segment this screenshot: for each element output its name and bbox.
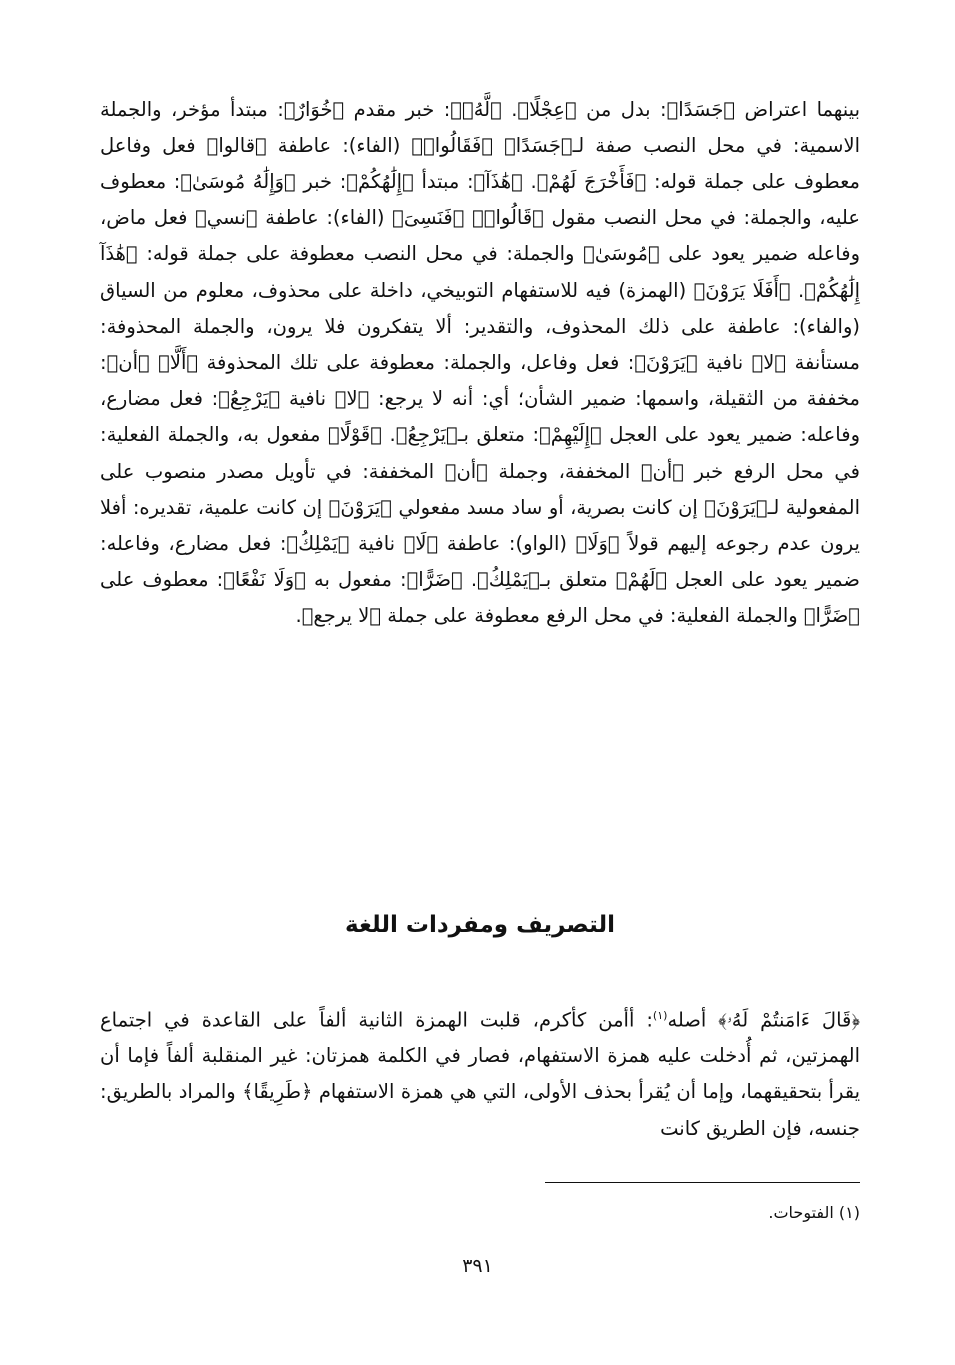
vocabulary-paragraph [100,998,860,1147]
paragraph-lead: ﴿قَالَ ءَامَنتُمْ لَهُۥ﴾ أصله [667,1008,860,1031]
page-number: ٣٩١ [462,1255,493,1277]
grammar-paragraph: بينهما اعتراض ﴿جَسَدًا﴾: بدل من ﴿عِجْلًا﴾. ﴿لَّهُۥ﴾: خبر مقدم ﴿خُوَارٌ﴾: مبتدأ مؤخر، والجملة الاسمية: في محل النصب صفة لـ﴿جَسَدًا﴾ ﴿فَقَالُوا۟﴾ (الفاء): عاطفة ﴿قالوا﴾ فعل وفاعل معطوف على جملة قوله: ﴿فَأَخْرَجَ لَهُمْ﴾. ﴿هَٰذَآ﴾: مبتدأ ﴿إِلَٰهُكُمْ﴾: خبر ﴿وَإِلَٰهُ مُوسَىٰ﴾: معطوف عليه، والجملة: في محل النصب مقول ﴿قَالُوا۟﴾ ﴿فَنَسِىَ﴾ (الفاء): عاطفة ﴿نسي﴾ فعل ماض، وفاعله ضمير يعود على ﴿مُوسَىٰ﴾ والجملة: في محل النصب معطوفة على جملة قوله: ﴿هَٰذَآ إِلَٰهُكُمْ﴾. ﴿أَفَلَا يَرَوْنَ﴾ (الهمزة) فيه للاستفهام التوبيخي، داخلة على محذوف، معلوم من السياق (والفاء): عاطفة على ذلك المحذوف، والتقدير: ألا يتفكرون فلا يرون، والجملة المحذوفة: مستأنفة ﴿لا﴾ نافية ﴿يَرَوْنَ﴾: فعل وفاعل، والجملة: معطوفة على تلك المحذوفة ﴿أَلَّا﴾ ﴿أن﴾: مخففة من الثقيلة، واسمها: ضمير الشأن؛ أي: أنه لا يرجع: ﴿لا﴾ نافية ﴿يَرْجِعُ﴾: فعل مضارع، وفاعله: ضمير يعود على العجل ﴿إِلَيْهِمْ﴾: متعلق بـ﴿يَرْجِعُ﴾. ﴿قَوْلًا﴾ مفعول به، والجملة الفعلية: في محل الرفع خبر ﴿أن﴾ المخففة، وجملة ﴿أن﴾ المخففة: في تأويل مصدر منصوب على المفعولية لـ﴿يَرَوْنَ﴾ إن كانت بصرية، أو ساد مسد مفعولي ﴿يَرَوْنَ﴾ إن كانت علمية، تقديره: أفلا يرون عدم رجوعه إليهم قولاً ﴿وَلَا﴾ (الواو): عاطفة ﴿لَا﴾ نافية ﴿يَمْلِكُ﴾: فعل مضارع، وفاعله: ضمير يعود على العجل ﴿لَهُمْ﴾ متعلق بـ﴿يَمْلِكُ﴾. ﴿ضَرًّا﴾: مفعول به ﴿وَلَا نَفْعًا﴾: معطوف على ﴿ضَرًّا﴾ والجملة الفعلية: في محل الرفع معطوفة على جملة ﴿لا يرجع﴾. [100,97,860,628]
footnote: (١) الفتوحات. [768,1203,860,1222]
paragraph-body: : أأمن كأكرم، قلبت الهمزة الثانية ألفاً على القاعدة في اجتماع الهمزتين، ثم أُدخلت عليه همزة الاستفهام، فصار في الكلمة همزتان: غير المنقلبة ألفاً فإما أن يقرأ بتحقيقهما، وإما أن يُقرأ بحذف الأولى، التي هي همزة الاستفهام ﴿طَرِيقًا﴾ والمراد بالطريق: جنسه، فإن الطريق كانت [100,1008,860,1140]
footnote-reference: (١) [652,1008,668,1022]
footnote-divider [545,1182,860,1183]
section-heading: التصريف ومفردات اللغة [345,912,615,938]
